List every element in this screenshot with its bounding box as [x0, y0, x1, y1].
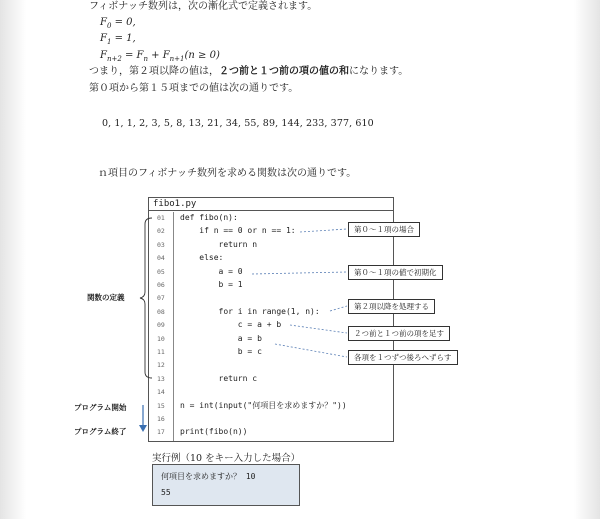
leader-line-1 [300, 229, 347, 232]
code-line: a = b [180, 333, 262, 343]
code-line: b = 1 [180, 280, 243, 289]
line-number: 12 [157, 361, 165, 370]
line-number: 04 [157, 254, 165, 263]
line-number: 14 [157, 388, 165, 397]
leader-line-4 [290, 325, 347, 333]
formula-f1: $F_1 = 1$, [100, 33, 136, 46]
program-end-label: プログラム終了 [74, 427, 127, 436]
output-console [152, 464, 300, 506]
line-number: 15 [157, 401, 165, 410]
explanation-text: つまり，第２項以降の値は，２つ前と１つ前の項の値の和になります。 [89, 66, 409, 77]
code-line: else: [180, 253, 224, 263]
code-line: if n == 0 or n == 1: [180, 226, 296, 236]
output-line-2: 55 [161, 488, 171, 497]
callout-add: ２つ前と１つ前の項を足す [348, 326, 450, 341]
line-number: 07 [157, 294, 165, 303]
output-example-label: 実行例（10 をキー入力した場合） [152, 453, 301, 464]
intro-text: フィボナッチ数列は，次の漸化式で定義されます。 [89, 1, 318, 12]
program-start-label: プログラム開始 [74, 403, 127, 412]
flow-arrow-head [139, 425, 147, 432]
callout-base-case: 第０〜１項の場合 [348, 222, 420, 237]
line-number: 03 [157, 240, 165, 249]
line-number: 01 [157, 214, 165, 222]
leader-line-3 [330, 306, 347, 311]
code-line: for i in range(1, n): [180, 306, 320, 316]
line-number: 06 [157, 281, 165, 289]
code-line: return n [180, 239, 258, 249]
output-line-1: 何項目を求めますか？ 10 [161, 472, 256, 481]
leader-line-2 [252, 272, 347, 274]
line-number: 11 [157, 348, 165, 356]
leader-line-5 [275, 344, 347, 357]
line-number: 16 [157, 415, 165, 423]
line-number: 10 [157, 334, 165, 343]
definition-label: 関数の定義 [87, 293, 125, 302]
code-line: print(fibo(n)) [180, 427, 248, 437]
code-filename: fibo1.py [149, 198, 393, 211]
function-intro: ｎ項目のフィボナッチ数列を求める関数は次の通りです。 [98, 168, 357, 179]
formula-f0: $F_0 = 0$, [100, 17, 136, 30]
line-number: 05 [157, 267, 165, 276]
formula-recurrence: $F_{n+2} = F_n + F_{n+1}(n \ge 0)$ [100, 50, 220, 63]
line-number: 09 [157, 321, 165, 330]
code-line: b = c [180, 347, 262, 356]
line-number: 08 [157, 307, 165, 316]
callout-loop: 第２項以降を処理する [348, 299, 435, 314]
callout-shift: 各項を１つずつ後ろへずらす [348, 350, 458, 365]
code-line: c = a + b [180, 320, 282, 330]
line-number: 02 [157, 227, 165, 236]
code-line: return c [180, 373, 258, 383]
sequence-values: 0, 1, 1, 2, 3, 5, 8, 13, 21, 34, 55, 89, 144, 233, 377, 610 [102, 118, 374, 129]
sequence-intro: 第０項から第１５項までの値は次の通りです。 [89, 83, 299, 94]
callout-initialize: 第０〜１項の値で初期化 [348, 265, 443, 280]
code-line: def fibo(n): [180, 213, 238, 222]
line-number: 13 [157, 374, 165, 383]
code-line: n = int(input("何項目を求めますか？")) [180, 400, 347, 410]
line-number: 17 [157, 428, 165, 437]
code-line: a = 0 [180, 266, 243, 276]
definition-bracket [140, 218, 152, 378]
